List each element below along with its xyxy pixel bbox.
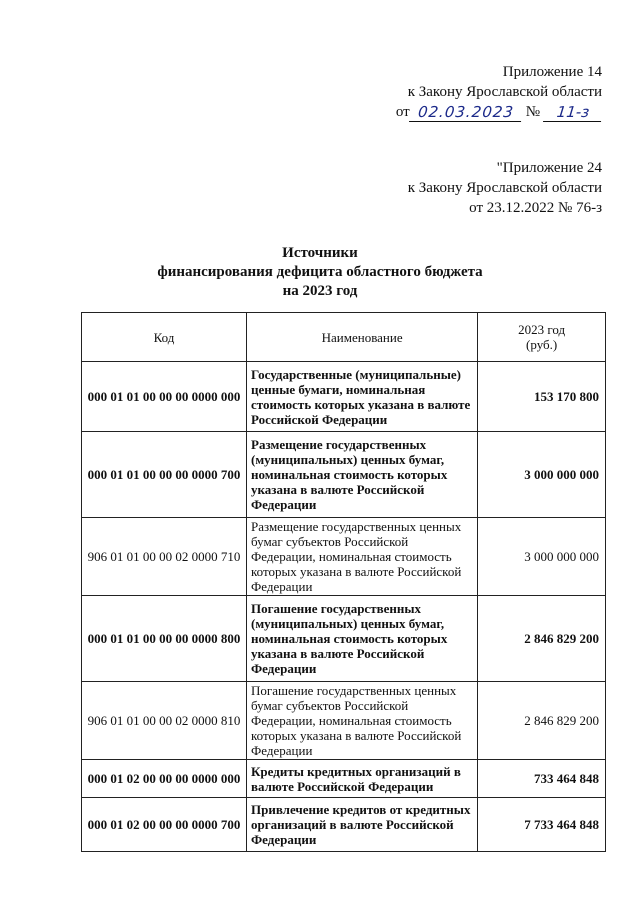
header-name: Наименование — [247, 313, 478, 362]
document-title — [0, 244, 640, 301]
prev-appendix-date: от 23.12.2022 № 76-з — [469, 200, 602, 216]
row-code: 000 01 01 00 00 00 0000 000 — [82, 362, 247, 432]
prev-appendix-title: "Приложение 24 — [496, 160, 602, 176]
row-code: 906 01 01 00 00 02 0000 710 — [82, 518, 247, 596]
from-prefix: от — [395, 104, 410, 120]
header-amount-year: 2023 год — [518, 322, 566, 337]
row-name: Кредиты кредитных организаций в валюте Российской Федерации — [247, 760, 478, 798]
table-header-row — [82, 313, 606, 362]
table-row — [82, 518, 606, 596]
appendix-title: Приложение 14 — [502, 64, 602, 80]
row-name: Привлечение кредитов от кредитных организаций в валюте Российской Федерации — [247, 798, 478, 852]
table-row — [82, 760, 606, 798]
title-line-1: Источники — [282, 245, 358, 261]
row-name: Размещение государственных (муниципальных) ценных бумаг, номинальная стоимость которых указана в валюте Российской Федерации — [247, 432, 478, 518]
header-amount-unit: (руб.) — [526, 337, 558, 352]
appendix-current — [396, 62, 602, 122]
row-amount: 2 846 829 200 — [478, 682, 606, 760]
table-row — [82, 596, 606, 682]
row-amount: 733 464 848 — [478, 760, 606, 798]
row-amount: 153 170 800 — [478, 362, 606, 432]
row-name: Погашение государственных (муниципальных) ценных бумаг, номинальная стоимость которых указана в валюте Российской Федерации — [247, 596, 478, 682]
number-sign: № — [525, 104, 540, 120]
row-amount: 3 000 000 000 — [478, 518, 606, 596]
row-amount: 2 846 829 200 — [478, 596, 606, 682]
row-code: 000 01 02 00 00 00 0000 000 — [82, 760, 247, 798]
appendix-previous — [408, 158, 602, 218]
appendix-date-line — [396, 102, 602, 122]
table-row — [82, 362, 606, 432]
title-line-3: на 2023 год — [282, 283, 358, 299]
table-row — [82, 682, 606, 760]
row-code: 000 01 01 00 00 00 0000 700 — [82, 432, 247, 518]
table-row — [82, 798, 606, 852]
row-code: 000 01 01 00 00 00 0000 800 — [82, 596, 247, 682]
row-amount: 3 000 000 000 — [478, 432, 606, 518]
appendix-law-ref: к Закону Ярославской области — [407, 84, 602, 100]
row-name: Государственные (муниципальные) ценные бумаги, номинальная стоимость которых указана в валюте Российской Федерации — [247, 362, 478, 432]
row-amount: 7 733 464 848 — [478, 798, 606, 852]
handwritten-date: 02.03.2023 — [409, 103, 523, 122]
prev-appendix-law-ref: к Закону Ярославской области — [407, 180, 602, 196]
row-name: Размещение государственных ценных бумаг субъектов Российской Федерации, номинальная стоимость которых указана в валюте Российской Федерации — [247, 518, 478, 596]
handwritten-number: 11-з — [543, 103, 603, 122]
row-code: 906 01 01 00 00 02 0000 810 — [82, 682, 247, 760]
row-code: 000 01 02 00 00 00 0000 700 — [82, 798, 247, 852]
financing-sources-table — [81, 312, 606, 852]
row-name: Погашение государственных ценных бумаг субъектов Российской Федерации, номинальная стоимость которых указана в валюте Российской Федерации — [247, 682, 478, 760]
title-line-2: финансирования дефицита областного бюджета — [157, 264, 483, 280]
header-amount — [478, 313, 606, 362]
header-code: Код — [82, 313, 247, 362]
table-row — [82, 432, 606, 518]
